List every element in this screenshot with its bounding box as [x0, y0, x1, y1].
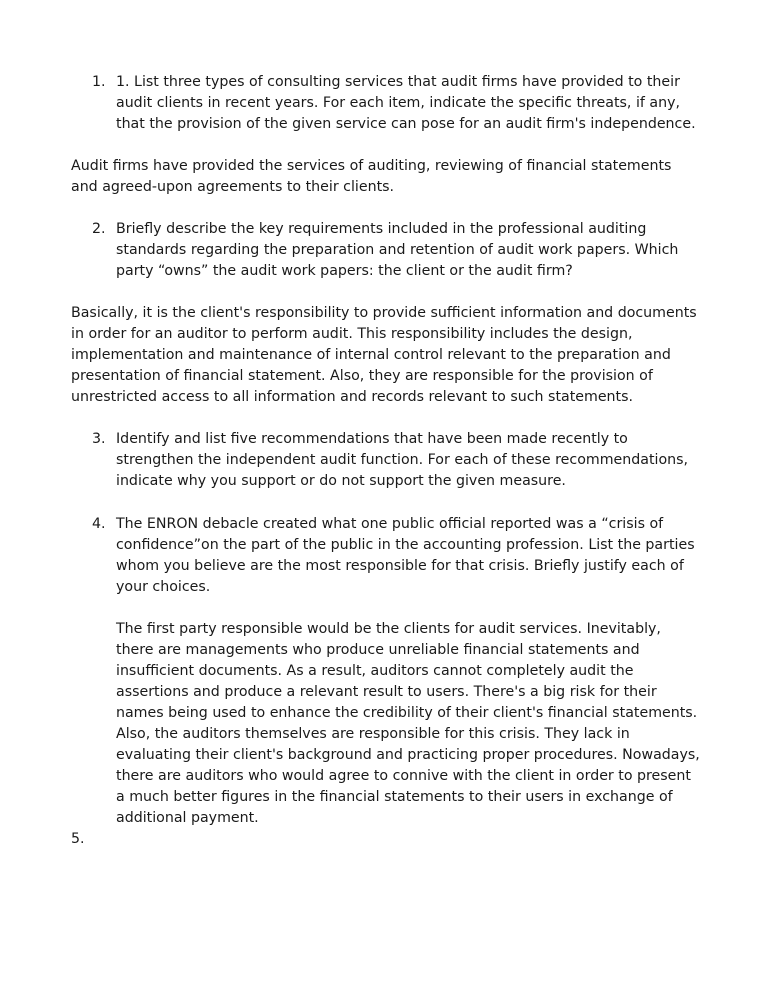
question-4 — [92, 514, 732, 598]
question-text: 1. List three types of consulting services that audit firms have provided to their audit clients in recent years. For each item, indicate the specific threats, if any, that the provision of the given service can pose for an audit firm's independence. — [116, 74, 696, 132]
question-number: 1. — [92, 74, 106, 90]
question-number: 2. — [92, 221, 106, 237]
question-text: Briefly describe the key requirements included in the professional auditing standards regarding the preparation and retention of audit work papers. Which party “owns” the audit work papers: the client or the audit firm? — [116, 221, 679, 279]
question-number: 4. — [92, 516, 106, 532]
question-text: Identify and list five recommendations that have been made recently to strengthen the independent audit function. For each of these recommendations, indicate why you support or do not support the given measure. — [116, 431, 689, 489]
question-3 — [92, 429, 732, 492]
answer-1: Audit firms have provided the services of auditing, reviewing of financial statements and agreed-upon agreements to their clients. — [71, 158, 672, 195]
question-1 — [92, 72, 732, 135]
answer-4: The first party responsible would be the clients for audit services. Inevitably, there are managements who produce unreliable financial statements and insufficient documents. As a result, auditors cannot completely audit the assertions and produce a relevant result to users. There's a big risk for their names being used to enhance the credibility of their client's financial statements. Also, the auditors themselves are responsible for this crisis. They lack in evaluating their client's background and practicing proper procedures. Nowadays, there are auditors who would agree to connive with the client in order to present a much better figures in the financial statements to their users in exchange of additional payment. — [116, 621, 700, 826]
question-number: 3. — [92, 431, 106, 447]
answer-2: Basically, it is the client's responsibility to provide sufficient information and documents in order for an auditor to perform audit. This responsibility includes the design, implementation and maintenance of internal control relevant to the preparation and presentation of financial statement. Also, they are responsible for the provision of unrestricted access to all information and records relevant to such statements. — [71, 305, 697, 405]
question-text: The ENRON debacle created what one public official reported was a “crisis of confidence”on the part of the public in the accounting profession. List the parties whom you believe are the most responsible for that crisis. Briefly justify each of your choices. — [116, 516, 695, 595]
question-2 — [92, 219, 732, 282]
question-5-number: 5. — [71, 831, 85, 847]
